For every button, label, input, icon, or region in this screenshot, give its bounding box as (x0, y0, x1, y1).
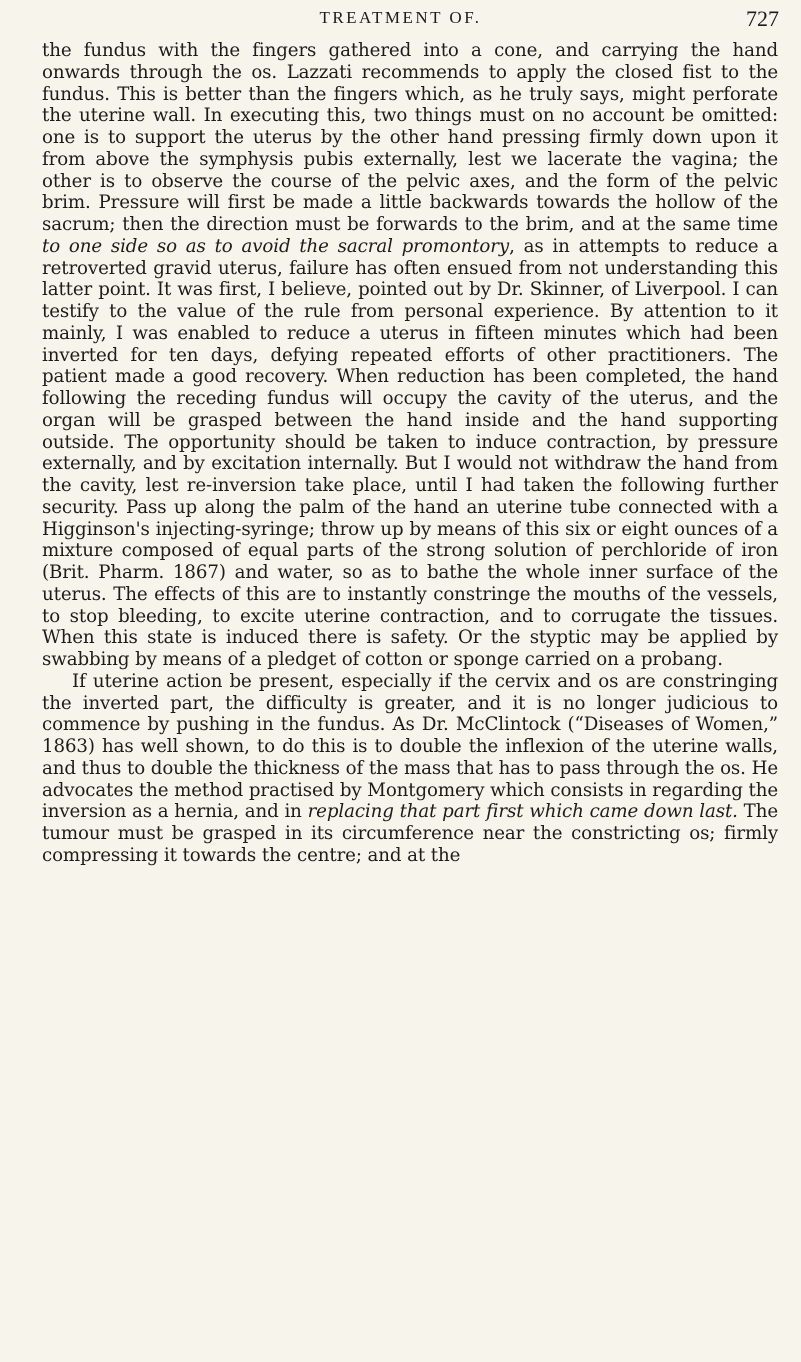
running-head (0, 6, 801, 36)
italic-text: replacing that part first which came down last. (307, 801, 738, 823)
body-text (42, 40, 778, 867)
text-run: the fundus with the fingers gathered into a cone, and carrying the hand onwards through the os. Lazzati recommends to apply the closed fist to the fundus. This is better than the fingers which, as he truly says, might perforate the uterine wall. In executing this, two things must on no account be omitted: one is to support the uterus by the other hand pressing firmly down upon it from above the symphysis pubis externally, lest we lacerate the vagina; the other is to observe the course of the pelvic axes, and the form of the pelvic brim. Pressure will first be made a little backwards towards the hollow of the sacrum; then the direction must be forwards to the brim, and at the same time (42, 40, 778, 235)
paragraph (42, 671, 778, 867)
text-run: If uterine action be present, especially if the cervix and os are constringing the inverted part, the difficulty is greater, and it is no longer judicious to commence by pushing in the fundus. As Dr. McClintock (“Diseases of Women,” 1863) has well shown, to do this is to double the inflexion of the uterine walls, and thus to double the thickness of the mass that has to pass through the os. He advocates the method practised by Montgomery which consists in regarding the inversion as a hernia, and in (42, 670, 778, 823)
running-title: TREATMENT OF. (319, 8, 482, 27)
paragraph (42, 40, 778, 671)
text-run: , as in attempts to reduce a retroverted gravid uterus, failure has often ensued from not understanding this latter point. It was first, I believe, pointed out by Dr. Skinner, of Liverpool. I can testify to the value of the rule from personal experience. By attention to it mainly, I was enabled to reduce a uterus in fifteen minutes which had been inverted for ten days, defying repeated efforts of other practitioners. The patient made a good recovery. When reduction has been completed, the hand following the receding fundus will occupy the cavity of the uterus, and the organ will be grasped between the hand inside and the hand supporting outside. The opportunity should be taken to induce contraction, by pressure externally, and by excitation internally. But I would not withdraw the hand from the cavity, lest re-inversion take place, until I had taken the following further security. Pass up along the palm of the hand an uterine tube connected with a Higginson's injecting-syringe; throw up by means of this six or eight ounces of a mixture composed of equal parts of the strong solution of perchloride of iron (Brit. Pharm. 1867) and water, so as to bathe the whole inner surface of the uterus. The effects of this are to instantly constringe the mouths of the vessels, to stop bleeding, to excite uterine contraction, and to corrugate the tissues. When this state is induced there is safety. Or the styptic may be applied by swabbing by means of a pledget of cotton or sponge carried on a probang. (42, 235, 778, 670)
page-number: 727 (746, 6, 779, 31)
italic-text: to one side so as to avoid the sacral promontory (42, 235, 510, 257)
text-run: The tumour must be grasped in its circumference near the constricting os; firmly compressing it towards the centre; and at the (42, 801, 778, 866)
